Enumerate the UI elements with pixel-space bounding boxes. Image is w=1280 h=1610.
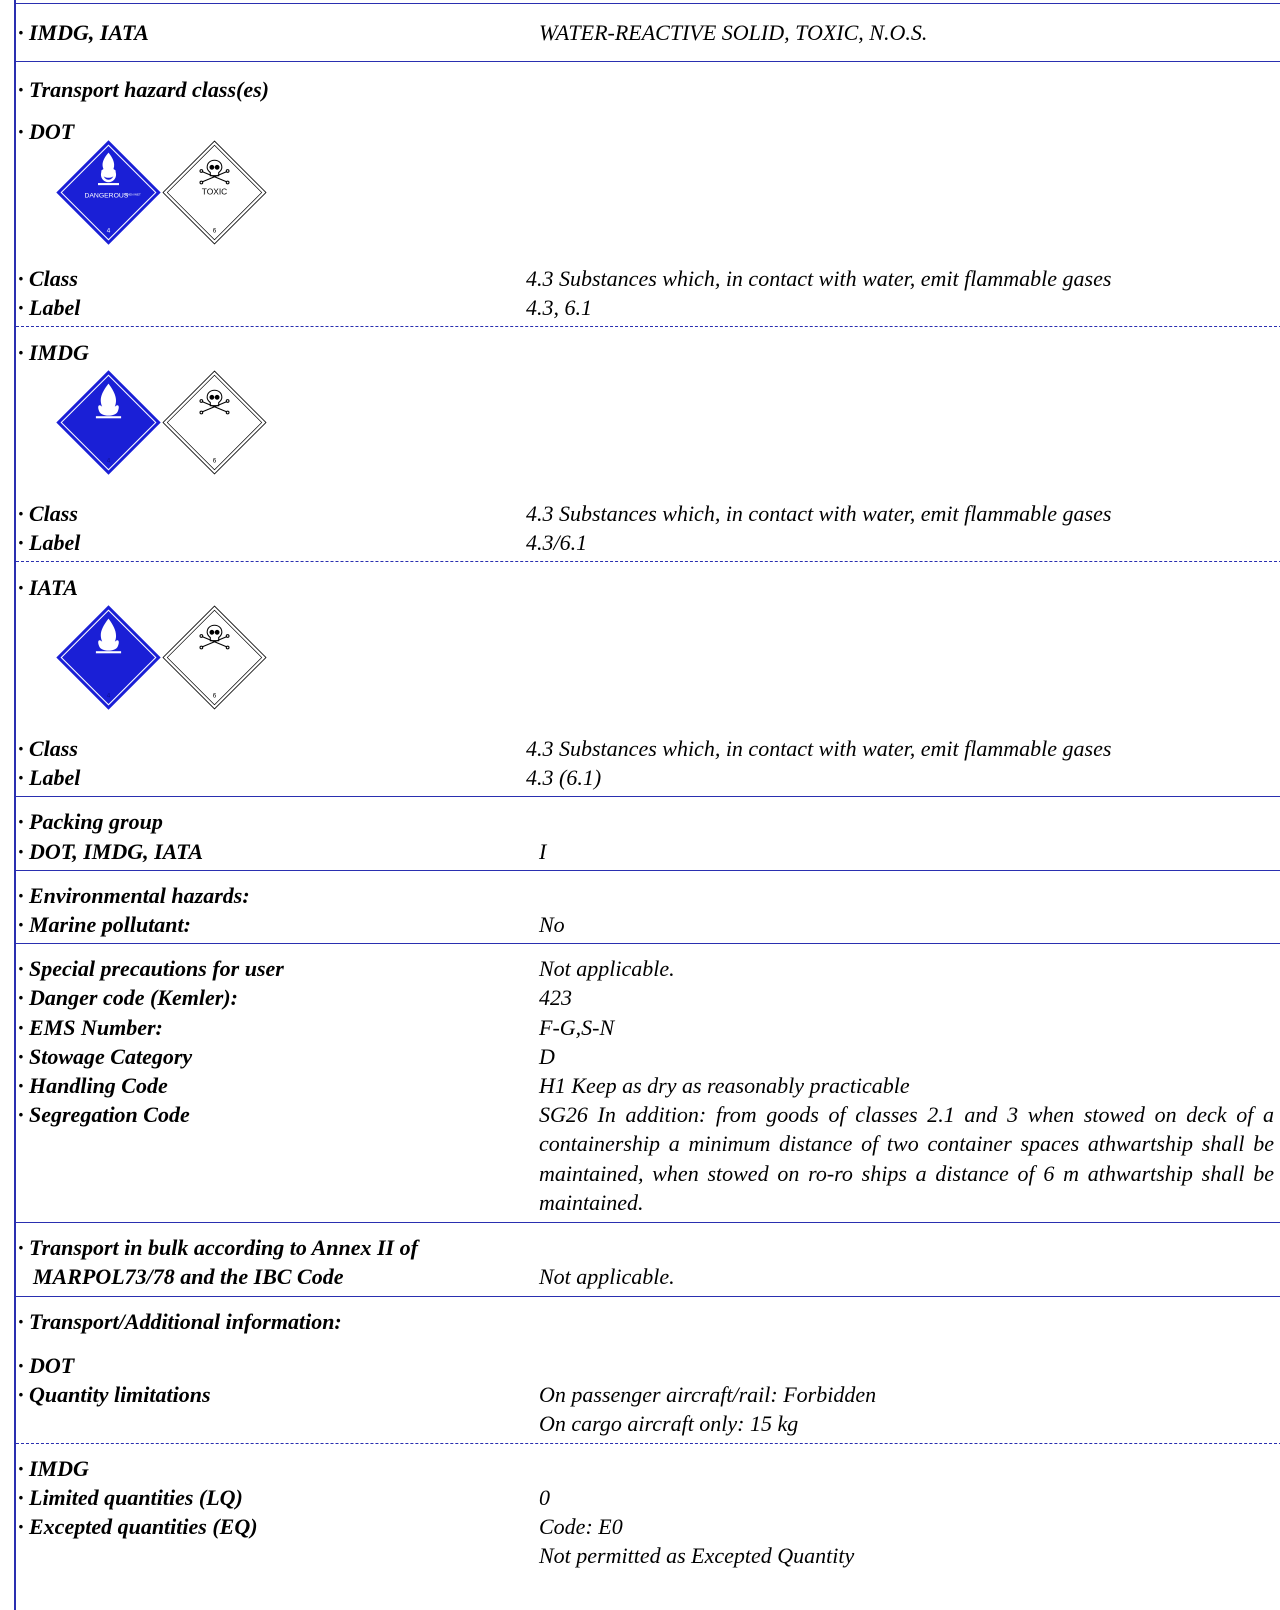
section-divider [16,3,1280,4]
placard-text: TOXIC [201,186,228,197]
section-divider [16,870,1280,871]
quantity-limitations-label: · Quantity limitations [18,1382,211,1407]
bulk-transport-label: · Transport in bulk according to Annex II of [18,1235,418,1260]
placard-class-number: 4 [106,692,111,700]
ems-number-label: · EMS Number: [18,1015,163,1040]
iata-class-value: 4.3 Substances which, in contact with water, emit flammable gases [526,736,1112,761]
segregation-code-label: · Segregation Code [18,1102,190,1127]
flammable-solid-placard [56,370,161,475]
segregation-code-value: SG26 In addition: from goods of classes 2.1 and 3 when stowed on deck of a containership a minimum distance of two container spaces athwartship shall be maintained, when stowed on ro-ro ships a distance of 6 m athwartship shall be maintained. [539,1102,1274,1215]
additional-info-heading: · Transport/Additional information: [18,1309,342,1334]
iata-label: · IATA [18,575,78,600]
danger-code-value: 423 [539,985,572,1010]
toxic-placard [162,140,267,245]
imdg-iata-label: · IMDG, IATA [18,20,149,45]
packing-group-value: I [539,839,547,864]
bulk-transport-value: Not applicable. [539,1264,675,1289]
stowage-category-value: D [539,1044,555,1069]
iata-class-label: · Class [18,736,78,761]
subsection-divider [16,561,1280,562]
quantity-limitations-value-2: On cargo aircraft only: 15 kg [539,1411,799,1436]
quantity-limitations-value: On passenger aircraft/rail: Forbidden [539,1382,877,1407]
dot-class-label: · Class [18,266,78,291]
handling-code-label: · Handling Code [18,1073,168,1098]
dangerous-when-wet-placard [56,140,161,245]
excepted-quantities-value-2: Not permitted as Excepted Quantity [539,1543,855,1568]
excepted-quantities-value: Code: E0 [539,1514,623,1539]
section-divider [16,1296,1280,1297]
stowage-category-label: · Stowage Category [18,1044,193,1069]
additional-imdg-label: · IMDG [18,1456,89,1481]
imdg-class-value: 4.3 Substances which, in contact with water, emit flammable gases [526,501,1112,526]
shipping-name-value: WATER-REACTIVE SOLID, TOXIC, N.O.S. [539,20,928,45]
toxic-placard [162,605,267,710]
imdg-label-value: 4.3/6.1 [526,530,588,555]
additional-dot-label: · DOT [18,1353,75,1378]
packing-group-heading: · Packing group [18,809,163,834]
danger-code-label: · Danger code (Kemler): [18,985,238,1010]
limited-quantities-label: · Limited quantities (LQ) [18,1485,243,1510]
imdg-label: · IMDG [18,340,89,365]
marine-pollutant-label: · Marine pollutant: [18,912,191,937]
marine-pollutant-value: No [539,912,565,937]
section-divider [16,61,1280,62]
dot-class-value: 4.3 Substances which, in contact with water, emit flammable gases [526,266,1112,291]
flammable-solid-placard [56,605,161,710]
imdg-label-label: · Label [18,530,81,555]
placard-class-number: 4 [106,227,111,235]
placard-class-number: 6 [212,227,217,235]
dot-label: · DOT [18,119,75,144]
subsection-divider [16,1443,1280,1444]
ems-number-value: F-G,S-N [539,1015,615,1040]
dot-label-value: 4.3, 6.1 [526,295,592,320]
section-divider [16,943,1280,944]
limited-quantities-value: 0 [539,1485,550,1510]
bulk-transport-label-line2: MARPOL73/78 and the IBC Code [33,1264,344,1289]
iata-label-label: · Label [18,765,81,790]
placard-small-text: WHEN WET [124,192,141,197]
transport-information-section [14,0,1280,1610]
placard-class-number: 4 [106,457,111,465]
handling-code-value: H1 Keep as dry as reasonably practicable [539,1073,910,1098]
packing-group-label: · DOT, IMDG, IATA [18,839,204,864]
section-divider [16,1222,1280,1223]
subsection-divider [16,326,1280,327]
toxic-placard [162,370,267,475]
special-precautions-value: Not applicable. [539,956,675,981]
special-precautions-label: · Special precautions for user [18,956,284,981]
dot-label-label: · Label [18,295,81,320]
placard-class-number: 6 [212,692,217,700]
environmental-hazards-heading: · Environmental hazards: [18,883,250,908]
iata-label-value: 4.3 (6.1) [526,765,602,790]
section-divider [16,796,1280,797]
placard-class-number: 6 [212,457,217,465]
excepted-quantities-label: · Excepted quantities (EQ) [18,1514,258,1539]
imdg-class-label: · Class [18,501,78,526]
transport-hazard-heading: · Transport hazard class(es) [18,77,269,102]
placard-text: DANGEROUS [84,192,129,200]
